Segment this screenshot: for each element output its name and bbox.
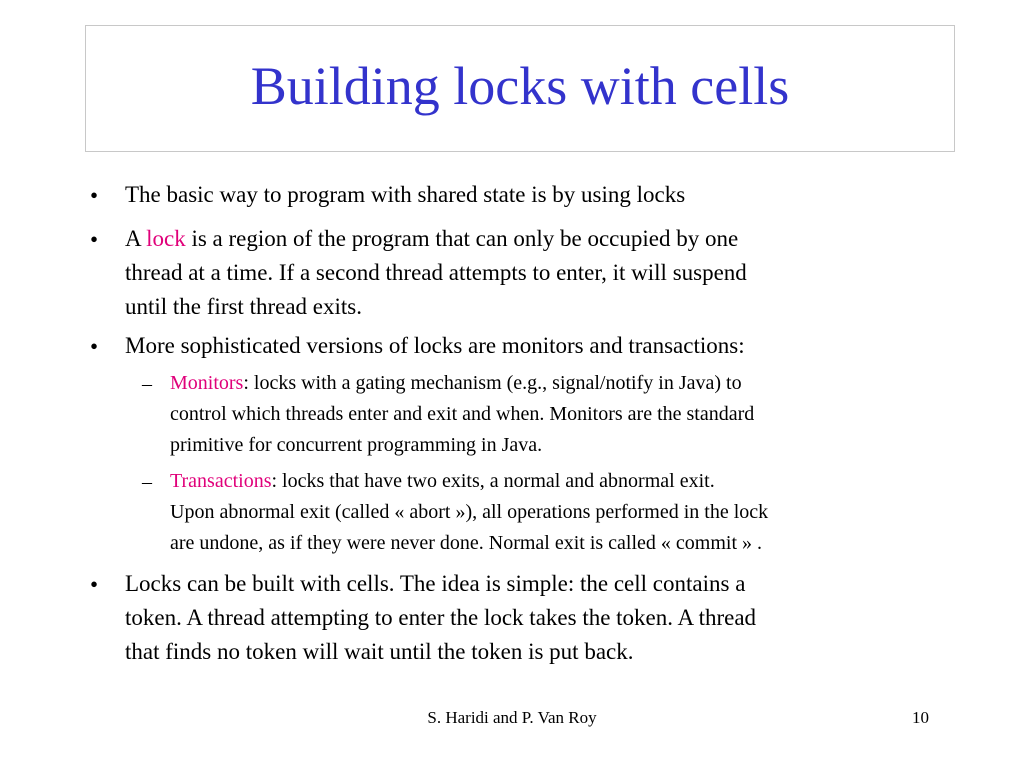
sub-bullet-1-line-1-rest: : locks with a gating mechanism (e.g., signal/notify in Java) to — [243, 372, 742, 394]
bullet-4-line-3: that finds no token will wait until the token is put back. — [125, 639, 634, 664]
footer-author: S. Haridi and P. Van Roy — [427, 708, 597, 727]
sub-bullet-1-line-1 — [170, 368, 970, 399]
sub-bullet-marker: – — [142, 373, 152, 395]
transactions-term: Transactions — [170, 470, 272, 492]
bullet-2-text — [125, 222, 965, 324]
sub-bullet-2-line-3: are undone, as if they were never done. Normal exit is called « commit » . — [170, 532, 763, 554]
sub-bullet-1-text — [170, 368, 970, 461]
slide-title: Building locks with cells — [250, 55, 790, 116]
bullet-marker: • — [90, 572, 99, 597]
page-number: 10 — [912, 708, 929, 727]
bullet-1-text — [125, 178, 965, 212]
sub-bullet-2-text — [170, 466, 970, 559]
lock-term: lock — [146, 226, 186, 251]
bullet-2-line-2: thread at a time. If a second thread attempts to enter, it will suspend — [125, 260, 747, 285]
bullet-3-text — [125, 329, 965, 363]
bullet-4-text — [125, 567, 965, 669]
bullet-2-prefix: A — [125, 226, 147, 251]
sub-bullet-2-line-1-rest: : locks that have two exits, a normal and abnormal exit. — [271, 470, 715, 492]
bullet-3-line-1: More sophisticated versions of locks are monitors and transactions: — [125, 333, 745, 358]
sub-bullet-1-line-3: primitive for concurrent programming in Java. — [170, 434, 543, 456]
sub-bullet-marker: – — [142, 471, 152, 493]
bullet-marker: • — [90, 183, 99, 208]
sub-bullet-2-line-1 — [170, 466, 970, 497]
bullet-2-line-3: until the first thread exits. — [125, 294, 362, 319]
bullet-1-line-1: The basic way to program with shared state is by using locks — [125, 182, 686, 207]
title-box — [85, 25, 955, 152]
sub-bullet-1-line-2: control which threads enter and exit and when. Monitors are the standard — [170, 403, 755, 425]
bullet-4-line-2: token. A thread attempting to enter the lock takes the token. A thread — [125, 605, 757, 630]
bullet-marker: • — [90, 227, 99, 252]
bullet-4-line-1: Locks can be built with cells. The idea is simple: the cell contains a — [125, 571, 746, 596]
bullet-marker: • — [90, 334, 99, 359]
monitors-term: Monitors — [170, 372, 244, 394]
bullet-2-line-1 — [125, 222, 965, 256]
bullet-2-line-1-rest: is a region of the program that can only be occupied by one — [185, 226, 739, 251]
sub-bullet-2-line-2: Upon abnormal exit (called « abort »), all operations performed in the lock — [170, 501, 769, 523]
